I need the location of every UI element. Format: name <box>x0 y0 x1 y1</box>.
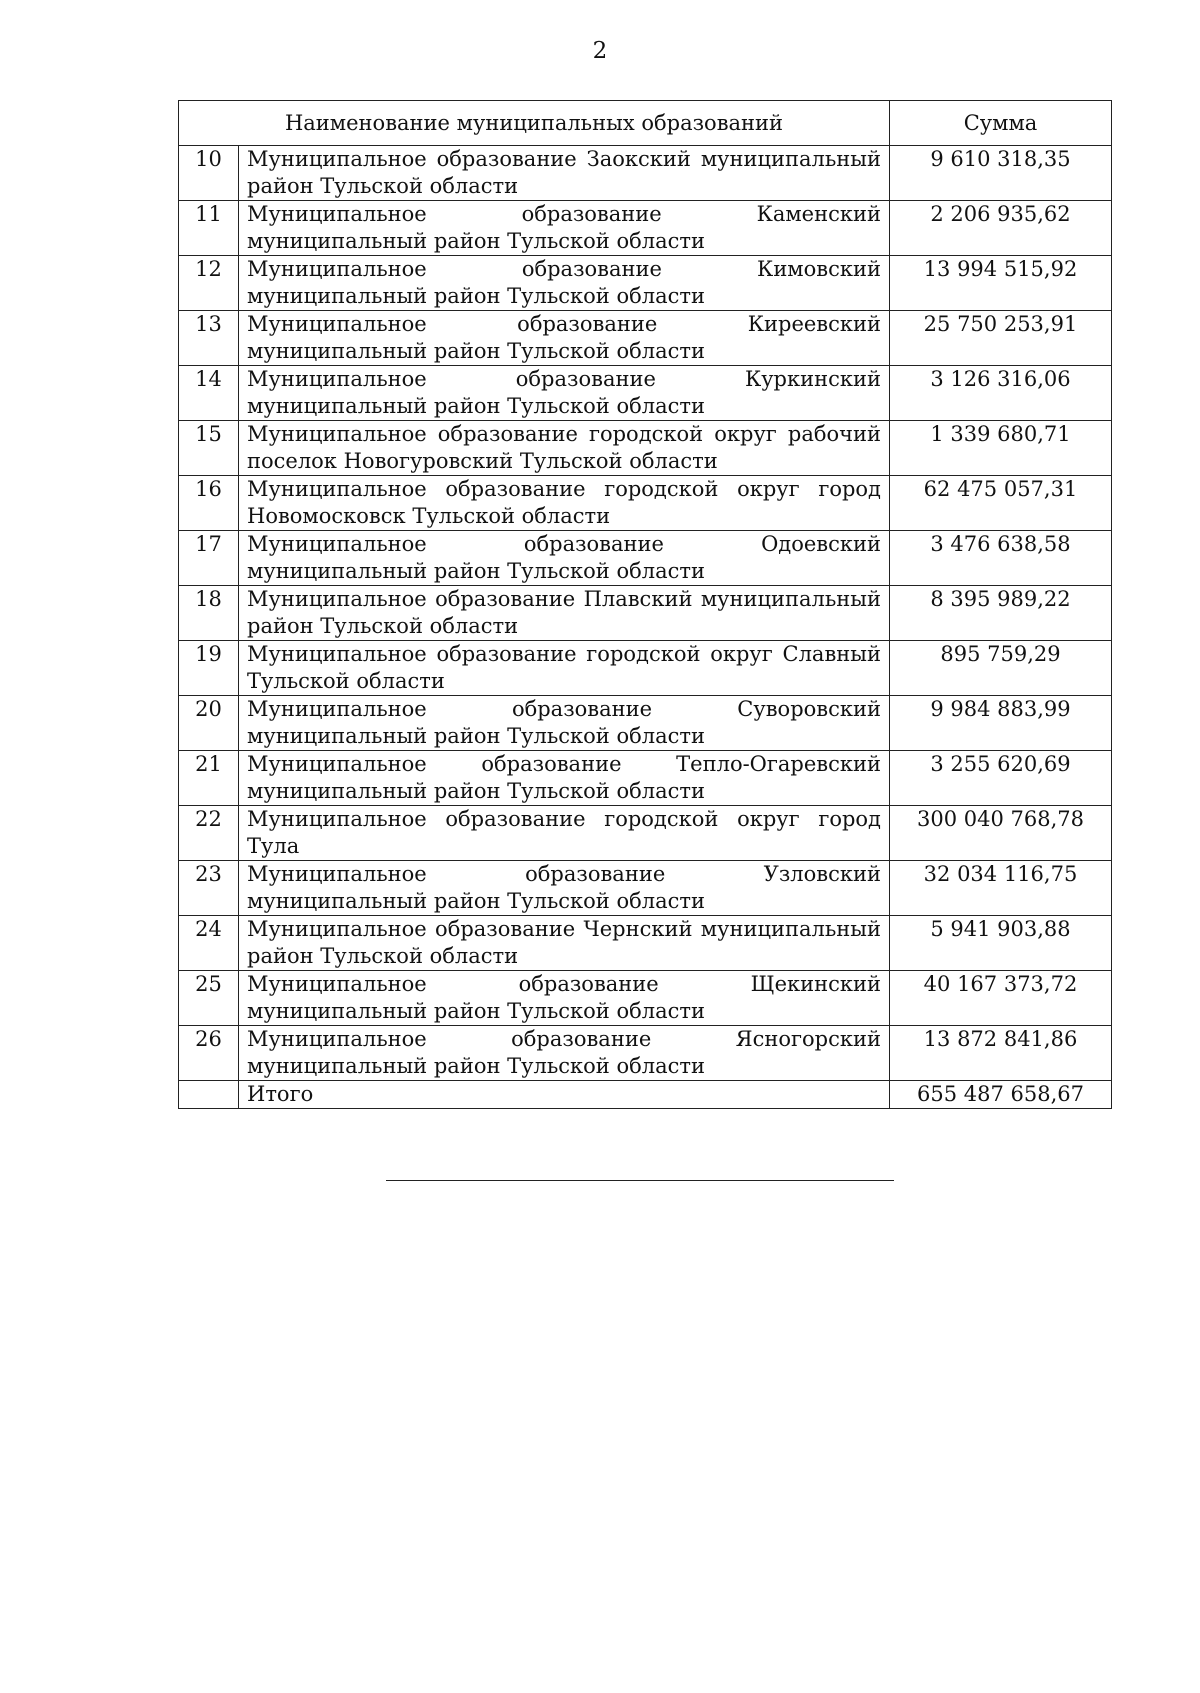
row-municipality-name: Муниципальное образование городской округ город Новомосковск Тульской области <box>239 476 890 531</box>
row-number: 25 <box>179 971 239 1026</box>
row-municipality-name: Муниципальное образование Чернский муниципальный район Тульской области <box>239 916 890 971</box>
row-sum: 3 255 620,69 <box>890 751 1112 806</box>
row-municipality-name: Муниципальное образование Ясногорский муниципальный район Тульской области <box>239 1026 890 1081</box>
table-row <box>179 751 1112 806</box>
row-sum: 3 476 638,58 <box>890 531 1112 586</box>
table-row <box>179 641 1112 696</box>
table-row <box>179 531 1112 586</box>
table-row <box>179 586 1112 641</box>
row-number: 11 <box>179 201 239 256</box>
row-municipality-name: Муниципальное образование Кимовский муниципальный район Тульской области <box>239 256 890 311</box>
row-number: 12 <box>179 256 239 311</box>
table-row <box>179 421 1112 476</box>
row-sum: 25 750 253,91 <box>890 311 1112 366</box>
total-sum: 655 487 658,67 <box>890 1081 1112 1109</box>
row-municipality-name: Муниципальное образование Щекинский муниципальный район Тульской области <box>239 971 890 1026</box>
table-row <box>179 696 1112 751</box>
row-sum: 62 475 057,31 <box>890 476 1112 531</box>
table-row <box>179 146 1112 201</box>
row-number: 19 <box>179 641 239 696</box>
table-row <box>179 256 1112 311</box>
row-sum: 895 759,29 <box>890 641 1112 696</box>
row-sum: 9 610 318,35 <box>890 146 1112 201</box>
row-municipality-name: Муниципальное образование городской округ рабочий поселок Новогуровский Тульской области <box>239 421 890 476</box>
table-row <box>179 806 1112 861</box>
table-row <box>179 916 1112 971</box>
row-municipality-name: Муниципальное образование городской округ Славный Тульской области <box>239 641 890 696</box>
row-sum: 3 126 316,06 <box>890 366 1112 421</box>
row-number: 21 <box>179 751 239 806</box>
row-sum: 9 984 883,99 <box>890 696 1112 751</box>
row-number: 17 <box>179 531 239 586</box>
row-municipality-name: Муниципальное образование Куркинский муниципальный район Тульской области <box>239 366 890 421</box>
row-number: 15 <box>179 421 239 476</box>
row-sum: 2 206 935,62 <box>890 201 1112 256</box>
row-municipality-name: Муниципальное образование Каменский муниципальный район Тульской области <box>239 201 890 256</box>
row-municipality-name: Муниципальное образование Одоевский муниципальный район Тульской области <box>239 531 890 586</box>
table-header-row <box>179 101 1112 146</box>
table-row <box>179 476 1112 531</box>
closing-rule <box>386 1180 894 1181</box>
row-number: 20 <box>179 696 239 751</box>
row-sum: 32 034 116,75 <box>890 861 1112 916</box>
table-row <box>179 366 1112 421</box>
table-row <box>179 861 1112 916</box>
row-number: 23 <box>179 861 239 916</box>
total-row <box>179 1081 1112 1109</box>
table-row <box>179 1026 1112 1081</box>
header-sum-cell: Сумма <box>890 101 1112 146</box>
total-label: Итого <box>239 1081 890 1109</box>
municipal-sums-table <box>178 100 1112 1109</box>
row-sum: 5 941 903,88 <box>890 916 1112 971</box>
table-row <box>179 201 1112 256</box>
row-municipality-name: Муниципальное образование Киреевский муниципальный район Тульской области <box>239 311 890 366</box>
row-sum: 40 167 373,72 <box>890 971 1112 1026</box>
table-row <box>179 971 1112 1026</box>
row-sum: 8 395 989,22 <box>890 586 1112 641</box>
row-number: 18 <box>179 586 239 641</box>
row-sum: 13 872 841,86 <box>890 1026 1112 1081</box>
page-number: 2 <box>592 38 608 64</box>
row-number: 24 <box>179 916 239 971</box>
row-number: 10 <box>179 146 239 201</box>
table-body <box>179 146 1112 1081</box>
row-number: 16 <box>179 476 239 531</box>
row-number: 13 <box>179 311 239 366</box>
total-blank-cell <box>179 1081 239 1109</box>
row-number: 22 <box>179 806 239 861</box>
row-number: 26 <box>179 1026 239 1081</box>
row-sum: 1 339 680,71 <box>890 421 1112 476</box>
row-sum: 13 994 515,92 <box>890 256 1112 311</box>
row-municipality-name: Муниципальное образование Суворовский муниципальный район Тульской области <box>239 696 890 751</box>
row-sum: 300 040 768,78 <box>890 806 1112 861</box>
row-number: 14 <box>179 366 239 421</box>
row-municipality-name: Муниципальное образование Узловский муниципальный район Тульской области <box>239 861 890 916</box>
row-municipality-name: Муниципальное образование Тепло-Огаревский муниципальный район Тульской области <box>239 751 890 806</box>
row-municipality-name: Муниципальное образование городской округ город Тула <box>239 806 890 861</box>
row-municipality-name: Муниципальное образование Заокский муниципальный район Тульской области <box>239 146 890 201</box>
row-municipality-name: Муниципальное образование Плавский муниципальный район Тульской области <box>239 586 890 641</box>
header-name-cell: Наименование муниципальных образований <box>179 101 890 146</box>
table-row <box>179 311 1112 366</box>
